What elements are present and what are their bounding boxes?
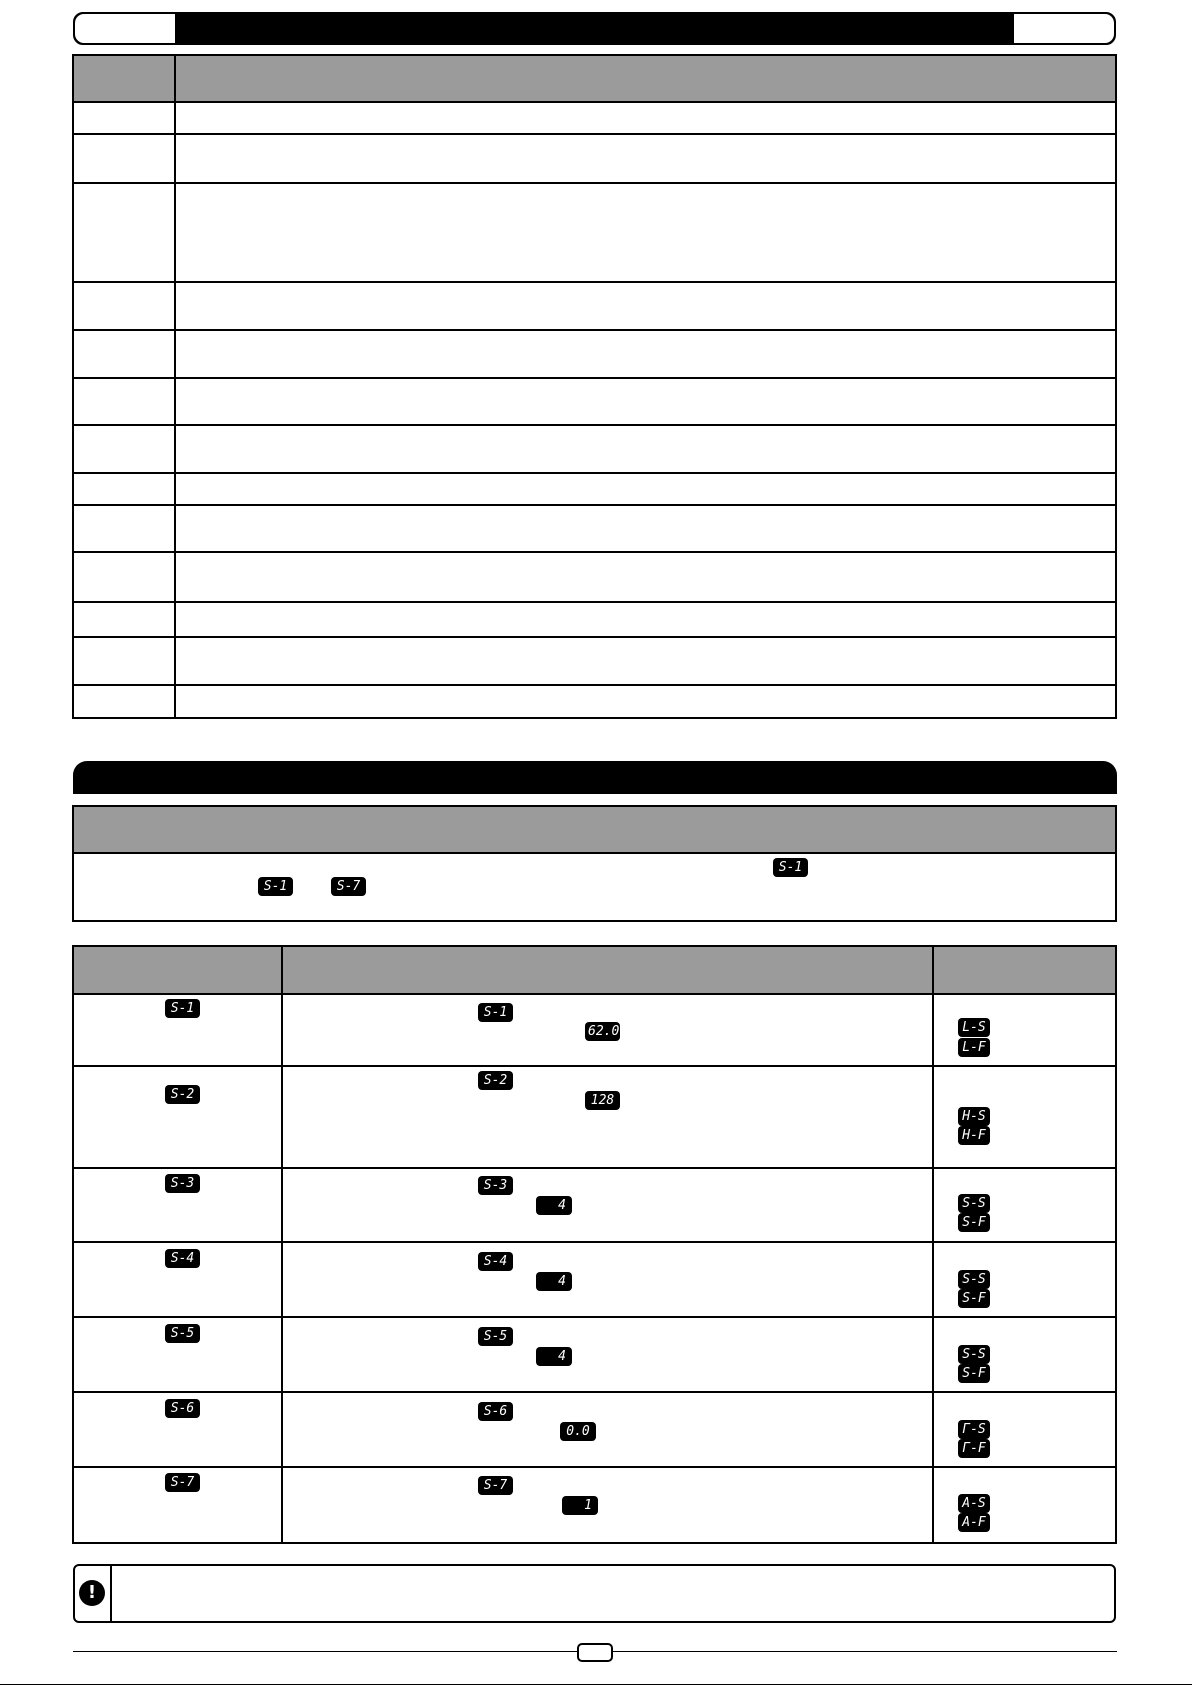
- setting-mode-b: L-F: [958, 1038, 990, 1057]
- setting-mode-b: S-F: [958, 1289, 990, 1308]
- setting-code-ref: S-4: [478, 1252, 513, 1271]
- setting-mode-a: L-S: [958, 1018, 990, 1037]
- note-box: [73, 1564, 1116, 1623]
- setting-default-value: 128: [585, 1091, 620, 1110]
- setting-mode-a: A-S: [958, 1494, 990, 1513]
- header-right-tab: [1014, 14, 1114, 43]
- setting-code: S-7: [165, 1473, 200, 1492]
- setting-default-value: 4: [536, 1347, 572, 1366]
- setting-mode-a: S-S: [958, 1194, 990, 1213]
- setting-mode-b: Γ-F: [958, 1439, 990, 1458]
- setting-mode-a: Γ-S: [958, 1420, 990, 1439]
- settings-table-header: [73, 947, 1116, 993]
- exclamation-icon: !: [79, 1580, 105, 1606]
- setting-mode-b: S-F: [958, 1213, 990, 1232]
- setting-code: S-5: [165, 1324, 200, 1343]
- setting-mode-b: S-F: [958, 1364, 990, 1383]
- setting-code: S-1: [165, 999, 200, 1018]
- page-header-bar: [73, 12, 1116, 45]
- section-title-bar: [73, 761, 1117, 794]
- page-number: [577, 1643, 613, 1662]
- intro-badge-3: S-7: [331, 877, 366, 896]
- setting-default-value: 0.0: [560, 1422, 596, 1441]
- setting-code-ref: S-7: [478, 1476, 513, 1495]
- setting-code: S-3: [165, 1174, 200, 1193]
- setting-default-value: 1: [562, 1496, 598, 1515]
- setting-mode-b: H-F: [958, 1126, 990, 1145]
- header-left-tab: [75, 14, 175, 43]
- table-1-header: [73, 55, 1116, 101]
- setting-code: S-4: [165, 1249, 200, 1268]
- setting-default-value: 4: [536, 1272, 572, 1291]
- setting-code-ref: S-2: [478, 1071, 513, 1090]
- setting-mode-a: S-S: [958, 1345, 990, 1364]
- setting-code: S-2: [165, 1085, 200, 1104]
- setting-default-value: 4: [536, 1196, 572, 1215]
- setting-code-ref: S-5: [478, 1327, 513, 1346]
- setting-code: S-6: [165, 1399, 200, 1418]
- intro-badge-2: S-1: [258, 877, 293, 896]
- intro-box-header: [73, 807, 1116, 852]
- setting-code-ref: S-1: [478, 1003, 513, 1022]
- setting-default-value: 62.0: [585, 1022, 620, 1041]
- intro-badge-1: S-1: [773, 858, 808, 877]
- setting-mode-a: H-S: [958, 1107, 990, 1126]
- setting-code-ref: S-3: [478, 1176, 513, 1195]
- setting-mode-a: S-S: [958, 1270, 990, 1289]
- setting-code-ref: S-6: [478, 1402, 513, 1421]
- setting-mode-b: A-F: [958, 1513, 990, 1532]
